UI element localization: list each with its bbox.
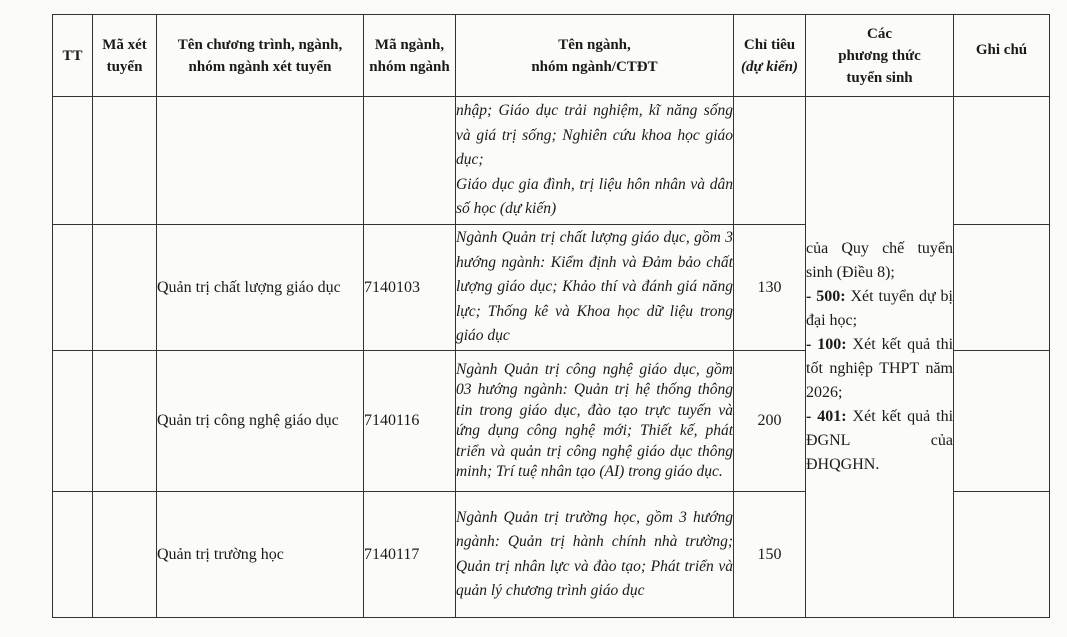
cell-quota [734,97,806,225]
cell-description: Ngành Quản trị chất lượng giáo dục, gồm 3 hướng ngành: Kiểm định và Đảm bảo chất lượng giáo dục; Khảo thí và đánh giá năng lực; Thống kê và Khoa học dữ liệu trong giáo dục [456,225,734,351]
cell-ma-xet-tuyen [93,351,157,492]
cell-program: Quản trị công nghệ giáo dục [157,351,364,492]
cell-description: nhập; Giáo dục trải nghiệm, kĩ năng sống và giá trị sống; Nghiên cứu khoa học giáo dục; Giáo dục gia đình, trị liệu hôn nhân và dân số học (dự kiến) [456,97,734,225]
method-item: - 100: Xét kết quả thi tốt nghiệp THPT năm 2026; [806,336,954,401]
cell-code: 7140117 [364,492,456,618]
cell-ma-xet-tuyen [93,492,157,618]
cell-ghi-chu [954,351,1050,492]
cell-quota: 150 [734,492,806,618]
header-ghi-chu: Ghi chú [954,15,1050,97]
cell-code: 7140116 [364,351,456,492]
cell-admission-methods [806,97,954,618]
header-chi-tieu: Chỉ tiêu (dự kiến) [734,15,806,97]
cell-ghi-chu [954,97,1050,225]
table-row [53,97,1050,225]
cell-ghi-chu [954,492,1050,618]
cell-program [157,97,364,225]
cell-description: Ngành Quản trị công nghệ giáo dục, gồm 03 hướng ngành: Quản trị hệ thống thông tin trong giáo dục, đào tạo trực tuyến và ứng dụng công nghệ mới; Thiết kế, phát triển và quản trị công nghệ giáo dục thông minh; Trí tuệ nhân tạo (AI) trong giáo dục. [456,351,734,492]
cell-quota: 130 [734,225,806,351]
method-item: - 401: Xét kết quả thi ĐGNL của ĐHQGHN. [806,408,954,473]
header-ten-nganh: Tên ngành, nhóm ngành/CTĐT [456,15,734,97]
cell-tt [53,351,93,492]
header-phuong-thuc: Các phương thức tuyển sinh [806,15,954,97]
header-ma-nganh: Mã ngành, nhóm ngành [364,15,456,97]
cell-ma-xet-tuyen [93,225,157,351]
cell-tt [53,97,93,225]
cell-code [364,97,456,225]
method-item: - 500: Xét tuyển dự bị đại học; [806,288,954,329]
cell-description: Ngành Quản trị trường học, gồm 3 hướng ngành: Quản trị hành chính nhà trường; Quản trị nhân lực và đào tạo; Phát triển và quản lý chương trình giáo dục [456,492,734,618]
cell-tt [53,225,93,351]
cell-program: Quản trị chất lượng giáo dục [157,225,364,351]
header-ma-xet-tuyen: Mã xét tuyển [93,15,157,97]
cell-program: Quản trị trường học [157,492,364,618]
cell-ma-xet-tuyen [93,97,157,225]
cell-ghi-chu [954,225,1050,351]
cell-tt [53,492,93,618]
header-ten-chuong-trinh: Tên chương trình, ngành, nhóm ngành xét tuyển [157,15,364,97]
header-row [53,15,1050,97]
header-tt: TT [53,15,93,97]
cell-quota: 200 [734,351,806,492]
methods-intro: của Quy chế tuyển sinh (Điều 8); [806,240,953,281]
cell-code: 7140103 [364,225,456,351]
admissions-table [52,14,1050,618]
